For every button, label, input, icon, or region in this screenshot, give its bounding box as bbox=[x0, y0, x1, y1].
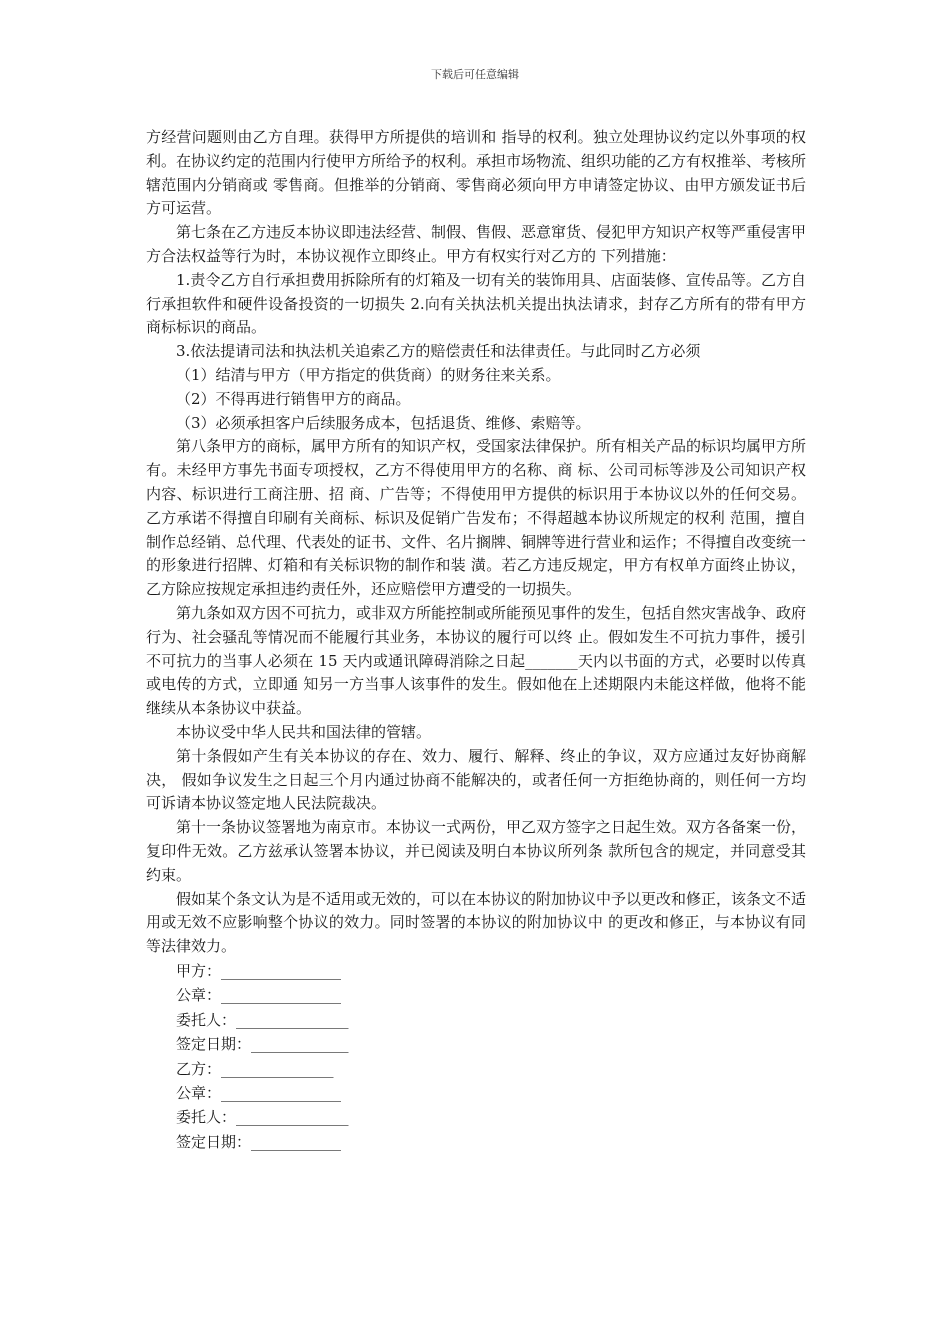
article-11: 第十一条协议签署地为南京市。本协议一式两份，甲乙双方签字之日起生效。双方各备案一份，复印件无效。乙方兹承认签署本协议，并已阅读及明白本协议所列条 款所包含的规定，并同意受其约束。 bbox=[146, 818, 807, 884]
article-7: 第七条在乙方违反本协议即违法经营、制假、售假、恶意窜货、侵犯甲方知识产权等严重侵害甲方合法权益等行为时，本协议视作立即终止。甲方有权实行对乙方的 下列措施： bbox=[146, 223, 807, 265]
signature-party-a: 甲方：________________ bbox=[176, 961, 342, 980]
measure-3-item-2: （2）不得再进行销售甲方的商品。 bbox=[176, 389, 411, 408]
governing-law: 本协议受中华人民共和国法律的管辖。 bbox=[176, 722, 432, 741]
signature-agent-a: 委托人：_______________ bbox=[176, 1010, 349, 1029]
signature-party-b: 乙方：_______________ bbox=[176, 1059, 334, 1078]
signature-date-b: 签定日期：____________ bbox=[176, 1132, 342, 1151]
signature-seal-b: 公章：________________ bbox=[176, 1083, 342, 1102]
paragraph-rights-continued: 方经营问题则由乙方自理。获得甲方所提供的培训和 指导的权利。独立处理协议约定以外事项的权利。在协议约定的范围内行使甲方所给予的权利。承担市场物流、组织功能的乙方有权推举、考核所辖范围内分销商或 零售商。但推举的分销商、零售商必须向甲方申请签定协议、由甲方颁发证书后方可运营。 bbox=[146, 128, 807, 218]
severability-clause: 假如某个条文认为是不适用或无效的，可以在本协议的附加协议中予以更改和修正，该条文不适用或无效不应影响整个协议的效力。同时签署的本协议的附加协议中 的更改和修正，与本协议有同等法律效力。 bbox=[146, 889, 807, 956]
signature-date-a: 签定日期：_____________ bbox=[176, 1035, 349, 1054]
signature-seal-a: 公章：________________ bbox=[176, 986, 342, 1005]
article-10: 第十条假如产生有关本协议的存在、效力、履行、解释、终止的争议，双方应通过友好协商解决， 假如争议发生之日起三个月内通过协商不能解决的，或者任何一方拒绝协商的，则任何一方均可诉请本协议签定地人民法院裁决。 bbox=[146, 746, 806, 813]
signature-agent-b: 委托人：_______________ bbox=[176, 1108, 349, 1127]
article-8: 第八条甲方的商标，属甲方所有的知识产权，受国家法律保护。所有相关产品的标识均属甲方所有。未经甲方事先书面专项授权，乙方不得使用甲方的名称、商 标、公司司标等涉及公司知识产权内容、标识进行工商注册、招 商、广告等；不得使用甲方提供的标识用于本协议以外的任何交易。乙方承诺不得擅自印刷有关商标、标识及促销广告发布；不得超越本协议所规定的权利 范围，擅自制作总经销、总代理、代表处的证书、文件、名片搁牌、铜牌等进行营业和运作；不得擅自改变统一的形象进行招牌、灯箱和有关标识物的制作和装 潢。若乙方违反规定，甲方有权单方面终止协议，乙方除应按规定承担违约责任外，还应赔偿甲方遭受的一切损失。 bbox=[146, 437, 807, 599]
measure-3-item-3: （3）必须承担客户后续服务成本，包括退货、维修、索赔等。 bbox=[176, 413, 591, 432]
measure-1-2: 1.责令乙方自行承担费用拆除所有的灯箱及一切有关的装饰用具、店面装修、宣传品等。乙方自行承担软件和硬件设备投资的一切损失 2.向有关执法机关提出执法请求，封存乙方所有的带有甲方商标标识的商品。 bbox=[146, 270, 806, 337]
article-9: 第九条如双方因不可抗力，或非双方所能控制或所能预见事件的发生，包括自然灾害战争、政府行为、社会骚乱等情况而不能履行其业务，本协议的履行可以终 止。假如发生不可抗力事件，援引不可抗力的当事人必须在 15 天内或通讯障碍消除之日起_______天内以书面的方式，必要时以传真或电传的方式，立即通 知另一方当事人该事件的发生。假如他在上述期限内未能这样做，他将不能继续从本条协议中获益。 bbox=[146, 603, 807, 718]
measure-3: 3.依法提请司法和执法机关追索乙方的赔偿责任和法律责任。与此同时乙方必须 bbox=[176, 342, 701, 361]
document-body bbox=[146, 126, 806, 1154]
measure-3-item-1: （1）结清与甲方（甲方指定的供货商）的财务往来关系。 bbox=[176, 365, 561, 384]
page-header: 下载后可任意编辑 bbox=[431, 68, 519, 81]
